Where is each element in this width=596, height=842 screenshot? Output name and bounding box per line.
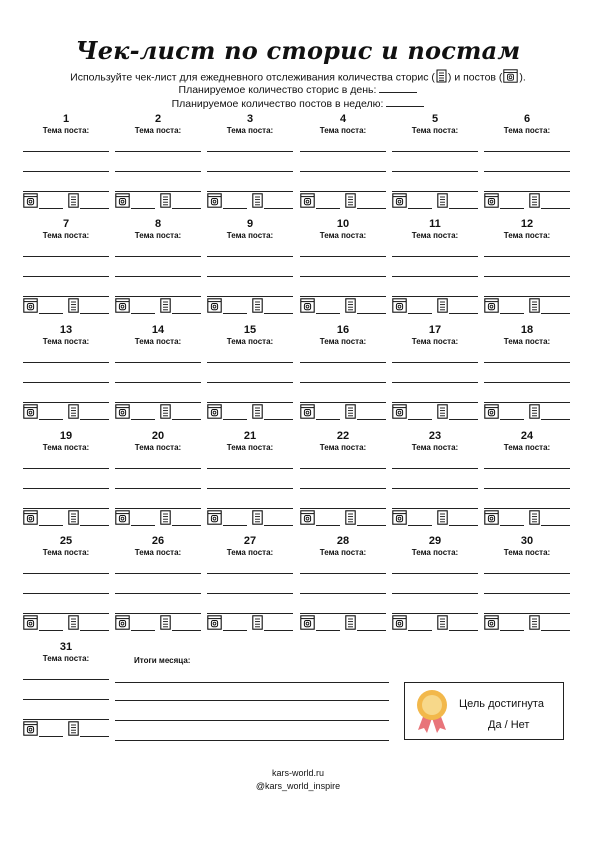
- day-number: 12: [520, 218, 534, 230]
- post-topic-line[interactable]: [23, 719, 109, 720]
- posts-per-week-field[interactable]: [386, 98, 424, 107]
- post-count-field[interactable]: [223, 313, 247, 314]
- instagram-post-icon[interactable]: [207, 510, 222, 525]
- stories-per-day-field[interactable]: [379, 84, 417, 93]
- post-topic-label: Тема поста:: [319, 231, 367, 240]
- instagram-post-icon[interactable]: [115, 404, 130, 419]
- day-number: 8: [154, 218, 162, 230]
- story-icon[interactable]: [529, 615, 540, 630]
- post-count-field[interactable]: [316, 419, 340, 420]
- story-count-field[interactable]: [264, 630, 293, 631]
- instagram-post-icon[interactable]: [23, 615, 38, 630]
- day-number: 18: [520, 324, 534, 336]
- post-topic-line[interactable]: [484, 276, 570, 277]
- story-count-field[interactable]: [80, 313, 109, 314]
- day-number: 2: [154, 113, 162, 125]
- day-number: 29: [428, 535, 442, 547]
- story-icon[interactable]: [529, 193, 540, 208]
- story-count-field[interactable]: [357, 313, 386, 314]
- post-topic-line[interactable]: [392, 488, 478, 489]
- post-topic-line[interactable]: [23, 402, 109, 403]
- instagram-post-icon[interactable]: [23, 404, 38, 419]
- post-topic-line[interactable]: [23, 362, 109, 363]
- post-count-field[interactable]: [39, 208, 63, 209]
- post-topic-line[interactable]: [392, 573, 478, 574]
- post-topic-label: Тема поста:: [411, 231, 459, 240]
- post-topic-label: Тема поста:: [503, 337, 551, 346]
- post-topic-line[interactable]: [207, 276, 293, 277]
- story-icon[interactable]: [68, 404, 79, 419]
- story-icon[interactable]: [437, 298, 448, 313]
- day-number: 13: [59, 324, 73, 336]
- instagram-post-icon[interactable]: [115, 193, 130, 208]
- post-topic-label: Тема поста:: [42, 126, 90, 135]
- post-topic-label: Тема поста:: [411, 548, 459, 557]
- day-number: 14: [151, 324, 165, 336]
- story-count-field[interactable]: [80, 525, 109, 526]
- post-topic-line[interactable]: [207, 256, 293, 257]
- instagram-post-icon[interactable]: [23, 510, 38, 525]
- post-topic-line[interactable]: [392, 296, 478, 297]
- instagram-post-icon[interactable]: [392, 615, 407, 630]
- intro-line-1b: ) и постов (: [447, 71, 503, 84]
- post-topic-line[interactable]: [207, 508, 293, 509]
- story-count-field[interactable]: [264, 419, 293, 420]
- footer-handle: @kars_world_inspire: [255, 781, 341, 791]
- story-count-field[interactable]: [449, 419, 478, 420]
- post-topic-line[interactable]: [115, 276, 201, 277]
- day-number: 4: [339, 113, 347, 125]
- story-count-field[interactable]: [357, 525, 386, 526]
- day-number: 31: [59, 641, 73, 653]
- post-count-field[interactable]: [131, 525, 155, 526]
- story-icon[interactable]: [160, 615, 171, 630]
- post-topic-line[interactable]: [484, 508, 570, 509]
- post-topic-line[interactable]: [23, 679, 109, 680]
- intro-line-2: [0, 84, 596, 96]
- post-topic-line[interactable]: [207, 593, 293, 594]
- story-icon[interactable]: [345, 298, 356, 313]
- post-topic-label: Тема поста:: [134, 548, 182, 557]
- intro-line-3: [0, 98, 596, 110]
- instagram-post-icon[interactable]: [484, 404, 499, 419]
- post-topic-line[interactable]: [115, 508, 201, 509]
- post-topic-label: Тема поста:: [226, 231, 274, 240]
- post-topic-line[interactable]: [23, 468, 109, 469]
- day-number: 22: [336, 430, 350, 442]
- post-topic-line[interactable]: [300, 151, 386, 152]
- post-topic-line[interactable]: [115, 296, 201, 297]
- post-topic-label: Тема поста:: [319, 548, 367, 557]
- post-count-field[interactable]: [223, 525, 247, 526]
- story-count-field[interactable]: [541, 208, 570, 209]
- day-number: 20: [151, 430, 165, 442]
- story-count-field[interactable]: [264, 525, 293, 526]
- post-topic-line[interactable]: [115, 613, 201, 614]
- post-topic-label: Тема поста:: [503, 548, 551, 557]
- post-topic-line[interactable]: [300, 382, 386, 383]
- post-count-field[interactable]: [500, 208, 524, 209]
- post-count-field[interactable]: [131, 313, 155, 314]
- day-number: 21: [243, 430, 257, 442]
- post-topic-line[interactable]: [115, 151, 201, 152]
- story-count-field[interactable]: [172, 630, 201, 631]
- post-topic-line[interactable]: [392, 382, 478, 383]
- post-topic-label: Тема поста:: [226, 443, 274, 452]
- post-topic-line[interactable]: [207, 613, 293, 614]
- post-count-field[interactable]: [408, 419, 432, 420]
- post-topic-line[interactable]: [392, 593, 478, 594]
- post-topic-line[interactable]: [207, 171, 293, 172]
- post-topic-line[interactable]: [207, 151, 293, 152]
- post-topic-line[interactable]: [207, 402, 293, 403]
- story-icon[interactable]: [68, 510, 79, 525]
- instagram-post-icon[interactable]: [300, 298, 315, 313]
- day-number: 11: [429, 218, 441, 230]
- post-topic-label: Тема поста:: [134, 443, 182, 452]
- instagram-post-icon[interactable]: [23, 193, 38, 208]
- post-topic-line[interactable]: [207, 362, 293, 363]
- story-icon[interactable]: [160, 510, 171, 525]
- day-number: 28: [336, 535, 350, 547]
- day-number: 19: [59, 430, 73, 442]
- post-count-field[interactable]: [39, 419, 63, 420]
- story-icon[interactable]: [68, 193, 79, 208]
- post-topic-line[interactable]: [392, 171, 478, 172]
- story-count-field[interactable]: [264, 208, 293, 209]
- post-topic-line[interactable]: [484, 191, 570, 192]
- post-topic-line[interactable]: [392, 402, 478, 403]
- goal-answer[interactable]: Да / Нет: [488, 719, 530, 731]
- story-count-field[interactable]: [357, 419, 386, 420]
- story-icon[interactable]: [160, 298, 171, 313]
- story-count-field[interactable]: [80, 208, 109, 209]
- post-count-field[interactable]: [316, 525, 340, 526]
- post-topic-line[interactable]: [23, 296, 109, 297]
- story-count-field[interactable]: [541, 313, 570, 314]
- summary-label: Итоги месяца:: [134, 656, 191, 665]
- instagram-post-icon[interactable]: [484, 298, 499, 313]
- post-count-field[interactable]: [223, 208, 247, 209]
- instagram-post-icon[interactable]: [484, 510, 499, 525]
- story-count-field[interactable]: [80, 419, 109, 420]
- instagram-post-icon[interactable]: [115, 298, 130, 313]
- post-topic-line[interactable]: [23, 171, 109, 172]
- post-topic-line[interactable]: [484, 382, 570, 383]
- story-icon[interactable]: [437, 193, 448, 208]
- post-topic-line[interactable]: [115, 191, 201, 192]
- post-topic-line[interactable]: [207, 468, 293, 469]
- instagram-post-icon[interactable]: [484, 193, 499, 208]
- post-count-field[interactable]: [131, 630, 155, 631]
- post-topic-line[interactable]: [300, 488, 386, 489]
- post-count-field[interactable]: [223, 419, 247, 420]
- post-topic-label: Тема поста:: [42, 337, 90, 346]
- goal-title: Цель достигнута: [459, 698, 544, 710]
- post-topic-label: Тема поста:: [503, 443, 551, 452]
- summary-line[interactable]: [115, 682, 389, 683]
- post-count-field[interactable]: [500, 630, 524, 631]
- post-topic-line[interactable]: [392, 191, 478, 192]
- page-title: Чек-лист по сторис и постам: [75, 36, 521, 65]
- post-count-field[interactable]: [39, 736, 63, 737]
- post-count-field[interactable]: [408, 313, 432, 314]
- post-topic-label: Тема поста:: [134, 231, 182, 240]
- post-count-field[interactable]: [131, 419, 155, 420]
- post-topic-line[interactable]: [300, 593, 386, 594]
- post-topic-line[interactable]: [23, 191, 109, 192]
- post-topic-line[interactable]: [484, 573, 570, 574]
- post-topic-label: Тема поста:: [42, 548, 90, 557]
- story-count-field[interactable]: [80, 630, 109, 631]
- post-count-field[interactable]: [39, 525, 63, 526]
- post-topic-label: Тема поста:: [134, 337, 182, 346]
- post-topic-label: Тема поста:: [411, 337, 459, 346]
- story-icon[interactable]: [437, 510, 448, 525]
- post-topic-line[interactable]: [115, 171, 201, 172]
- post-topic-line[interactable]: [300, 362, 386, 363]
- post-count-field[interactable]: [223, 630, 247, 631]
- post-topic-label: Тема поста:: [411, 443, 459, 452]
- post-topic-line[interactable]: [23, 256, 109, 257]
- story-icon[interactable]: [160, 404, 171, 419]
- post-topic-line[interactable]: [300, 296, 386, 297]
- post-topic-line[interactable]: [207, 382, 293, 383]
- post-topic-label: Тема поста:: [319, 126, 367, 135]
- footer-site: kars-world.ru: [271, 768, 324, 778]
- story-icon[interactable]: [68, 298, 79, 313]
- post-topic-label: Тема поста:: [319, 337, 367, 346]
- story-icon[interactable]: [68, 615, 79, 630]
- story-count-field[interactable]: [172, 313, 201, 314]
- story-icon[interactable]: [437, 404, 448, 419]
- story-icon[interactable]: [252, 615, 263, 630]
- day-number: 30: [520, 535, 534, 547]
- summary-line[interactable]: [115, 720, 389, 721]
- post-topic-line[interactable]: [115, 402, 201, 403]
- post-topic-line[interactable]: [300, 402, 386, 403]
- post-topic-line[interactable]: [484, 256, 570, 257]
- instagram-post-icon[interactable]: [23, 721, 38, 736]
- post-topic-line[interactable]: [23, 593, 109, 594]
- post-topic-line[interactable]: [300, 468, 386, 469]
- post-topic-label: Тема поста:: [411, 126, 459, 135]
- day-number: 17: [428, 324, 442, 336]
- post-count-field[interactable]: [408, 525, 432, 526]
- story-count-field[interactable]: [172, 208, 201, 209]
- post-topic-label: Тема поста:: [42, 443, 90, 452]
- post-count-field[interactable]: [500, 525, 524, 526]
- post-count-field[interactable]: [316, 630, 340, 631]
- day-number: 6: [523, 113, 531, 125]
- story-count-field[interactable]: [357, 208, 386, 209]
- post-topic-label: Тема поста:: [226, 548, 274, 557]
- instagram-post-icon[interactable]: [207, 404, 222, 419]
- post-count-field[interactable]: [408, 630, 432, 631]
- post-count-field[interactable]: [408, 208, 432, 209]
- day-number: 7: [62, 218, 70, 230]
- post-topic-line[interactable]: [23, 488, 109, 489]
- post-topic-line[interactable]: [484, 171, 570, 172]
- post-topic-line[interactable]: [207, 191, 293, 192]
- post-topic-line[interactable]: [115, 362, 201, 363]
- instagram-post-icon[interactable]: [207, 298, 222, 313]
- day-number: 9: [246, 218, 254, 230]
- intro-line-1a: Используйте чек-лист для ежедневного отслеживания количества сторис (: [70, 71, 435, 84]
- post-topic-line[interactable]: [392, 613, 478, 614]
- story-icon[interactable]: [252, 510, 263, 525]
- post-topic-line[interactable]: [484, 151, 570, 152]
- story-icon[interactable]: [345, 404, 356, 419]
- instagram-post-icon[interactable]: [207, 615, 222, 630]
- post-topic-line[interactable]: [207, 573, 293, 574]
- story-icon[interactable]: [437, 615, 448, 630]
- post-topic-line[interactable]: [484, 402, 570, 403]
- story-icon[interactable]: [345, 615, 356, 630]
- instagram-post-icon[interactable]: [115, 510, 130, 525]
- post-topic-label: Тема поста:: [503, 231, 551, 240]
- day-number: 5: [431, 113, 439, 125]
- day-number: 10: [336, 218, 350, 230]
- post-topic-line[interactable]: [23, 382, 109, 383]
- post-topic-line[interactable]: [300, 508, 386, 509]
- instagram-post-icon[interactable]: [392, 193, 407, 208]
- post-topic-line[interactable]: [300, 613, 386, 614]
- story-icon[interactable]: [68, 721, 79, 736]
- story-count-field[interactable]: [541, 630, 570, 631]
- instagram-post-icon[interactable]: [392, 404, 407, 419]
- post-topic-line[interactable]: [300, 191, 386, 192]
- post-topic-line[interactable]: [115, 382, 201, 383]
- day-number: 15: [243, 324, 257, 336]
- story-count-field[interactable]: [172, 525, 201, 526]
- day-number: 24: [520, 430, 534, 442]
- post-topic-line[interactable]: [23, 573, 109, 574]
- post-topic-label: Тема поста:: [42, 654, 90, 663]
- story-count-field[interactable]: [449, 630, 478, 631]
- instagram-post-icon[interactable]: [484, 615, 499, 630]
- story-icon[interactable]: [345, 510, 356, 525]
- story-icon[interactable]: [252, 193, 263, 208]
- post-topic-line[interactable]: [484, 488, 570, 489]
- post-count-field[interactable]: [316, 208, 340, 209]
- post-count-field[interactable]: [39, 313, 63, 314]
- post-count-field[interactable]: [316, 313, 340, 314]
- post-topic-line[interactable]: [392, 508, 478, 509]
- post-topic-line[interactable]: [484, 296, 570, 297]
- posts-per-week-label: Планируемое количество постов в неделю:: [171, 98, 384, 110]
- instagram-post-icon[interactable]: [115, 615, 130, 630]
- post-topic-line[interactable]: [23, 276, 109, 277]
- post-count-field[interactable]: [500, 419, 524, 420]
- post-topic-line[interactable]: [484, 593, 570, 594]
- post-topic-line[interactable]: [392, 362, 478, 363]
- day-number: 25: [59, 535, 73, 547]
- story-count-field[interactable]: [357, 630, 386, 631]
- award-medal-icon: [414, 688, 450, 741]
- summary-line[interactable]: [115, 740, 389, 741]
- post-count-field[interactable]: [131, 208, 155, 209]
- post-topic-line[interactable]: [392, 276, 478, 277]
- story-icon[interactable]: [252, 298, 263, 313]
- post-topic-label: Тема поста:: [503, 126, 551, 135]
- story-icon[interactable]: [529, 510, 540, 525]
- post-topic-line[interactable]: [115, 256, 201, 257]
- post-topic-line[interactable]: [115, 468, 201, 469]
- instagram-post-icon[interactable]: [392, 510, 407, 525]
- story-icon[interactable]: [160, 193, 171, 208]
- story-count-field[interactable]: [541, 419, 570, 420]
- instagram-post-icon[interactable]: [300, 510, 315, 525]
- post-topic-label: Тема поста:: [226, 337, 274, 346]
- day-number: 27: [243, 535, 257, 547]
- post-topic-line[interactable]: [484, 613, 570, 614]
- instagram-post-icon[interactable]: [207, 193, 222, 208]
- stories-per-day-label: Планируемое количество сторис в день:: [178, 84, 377, 96]
- post-topic-label: Тема поста:: [42, 231, 90, 240]
- story-count-field[interactable]: [449, 208, 478, 209]
- post-topic-line[interactable]: [300, 276, 386, 277]
- post-topic-line[interactable]: [392, 468, 478, 469]
- story-icon[interactable]: [345, 193, 356, 208]
- instagram-post-icon[interactable]: [23, 298, 38, 313]
- instagram-post-icon[interactable]: [300, 615, 315, 630]
- instagram-post-icon[interactable]: [392, 298, 407, 313]
- post-topic-line[interactable]: [207, 488, 293, 489]
- post-topic-label: Тема поста:: [319, 443, 367, 452]
- story-count-field[interactable]: [449, 525, 478, 526]
- story-count-field[interactable]: [80, 736, 109, 737]
- post-topic-line[interactable]: [300, 256, 386, 257]
- story-icon[interactable]: [252, 404, 263, 419]
- post-topic-line[interactable]: [115, 573, 201, 574]
- post-topic-line[interactable]: [484, 468, 570, 469]
- post-topic-label: Тема поста:: [134, 126, 182, 135]
- story-count-field[interactable]: [449, 313, 478, 314]
- post-topic-line[interactable]: [392, 151, 478, 152]
- post-count-field[interactable]: [39, 630, 63, 631]
- post-topic-line[interactable]: [392, 256, 478, 257]
- post-topic-line[interactable]: [23, 699, 109, 700]
- post-topic-line[interactable]: [207, 296, 293, 297]
- post-topic-label: Тема поста:: [226, 126, 274, 135]
- day-number: 16: [336, 324, 350, 336]
- day-number: 23: [428, 430, 442, 442]
- day-number: 3: [246, 113, 254, 125]
- post-topic-line[interactable]: [300, 171, 386, 172]
- story-count-field[interactable]: [264, 313, 293, 314]
- instagram-post-icon[interactable]: [300, 404, 315, 419]
- story-count-field[interactable]: [541, 525, 570, 526]
- story-icon[interactable]: [529, 298, 540, 313]
- day-number: 26: [151, 535, 165, 547]
- intro-line-1c: ).: [519, 71, 526, 84]
- post-topic-line[interactable]: [115, 593, 201, 594]
- post-topic-line[interactable]: [484, 362, 570, 363]
- day-number: 1: [62, 113, 70, 125]
- post-topic-line[interactable]: [23, 508, 109, 509]
- post-topic-line[interactable]: [300, 573, 386, 574]
- post-count-field[interactable]: [500, 313, 524, 314]
- post-topic-line[interactable]: [23, 613, 109, 614]
- post-topic-line[interactable]: [23, 151, 109, 152]
- instagram-post-icon[interactable]: [300, 193, 315, 208]
- story-count-field[interactable]: [172, 419, 201, 420]
- post-topic-line[interactable]: [115, 488, 201, 489]
- summary-line[interactable]: [115, 700, 389, 701]
- story-icon[interactable]: [529, 404, 540, 419]
